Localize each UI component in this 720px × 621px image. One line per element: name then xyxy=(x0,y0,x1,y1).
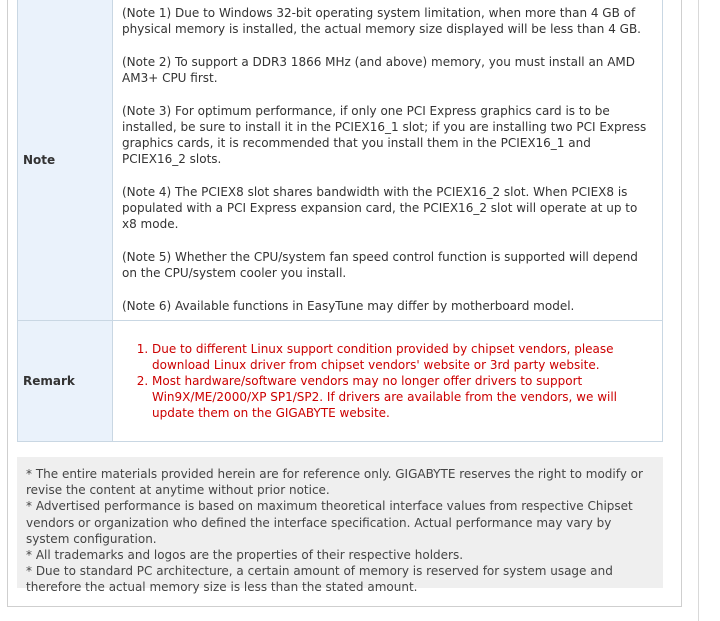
note-2: (Note 2) To support a DDR3 1866 MHz (and above) memory, you must install an AMD AM3+ CPU first. xyxy=(122,55,636,85)
disclaimer-line-4: * Due to standard PC architecture, a certain amount of memory is reserved for system usage and therefore the actual memory size is less than the stated amount. xyxy=(26,564,613,595)
remark-item-1: 1. Due to different Linux support condition provided by chipset vendors, please download Linux driver from chipset vendors' website or 3rd party website. xyxy=(152,341,654,373)
remark-content xyxy=(113,321,663,442)
note-row xyxy=(18,0,663,321)
remark-row xyxy=(18,321,663,442)
disclaimer-line-2: * Advertised performance is based on maximum theoretical interface values from respective Chipset vendors or organization who defined the interface specification. Actual performance may vary by system configuration. xyxy=(26,499,633,546)
disclaimer-box xyxy=(17,457,663,595)
note-6: (Note 6) Available functions in EasyTune may differ by motherboard model. xyxy=(122,299,575,313)
note-label: Note xyxy=(18,0,113,321)
spec-table xyxy=(17,0,663,442)
note-3: (Note 3) For optimum performance, if only one PCI Express graphics card is to be installed, be sure to install it in the PCIEX16_1 slot; if you are installing two PCI Express graphics cards, it is recommended that you install them in the PCIEX16_1 and PCIEX16_2 slots. xyxy=(122,104,647,166)
page-divider xyxy=(698,0,699,621)
note-content xyxy=(113,0,663,321)
remark-label: Remark xyxy=(18,321,113,442)
disclaimer-line-3: * All trademarks and logos are the properties of their respective holders. xyxy=(26,548,464,563)
remark-item-2: 2. Most hardware/software vendors may no longer offer drivers to support Win9X/ME/2000/XP SP1/SP2. If drivers are available from the vendors, we will update them on the GIGABYTE website. xyxy=(152,373,654,421)
note-1: (Note 1) Due to Windows 32-bit operating system limitation, when more than 4 GB of physical memory is installed, the actual memory size displayed will be less than 4 GB. xyxy=(122,6,641,36)
note-4: (Note 4) The PCIEX8 slot shares bandwidth with the PCIEX16_2 slot. When PCIEX8 is populated with a PCI Express expansion card, the PCIEX16_2 slot will operate at up to x8 mode. xyxy=(122,185,638,231)
disclaimer-line-1: * The entire materials provided herein are for reference only. GIGABYTE reserves the right to modify or revise the content at anytime without prior notice. xyxy=(26,467,643,498)
note-5: (Note 5) Whether the CPU/system fan speed control function is supported will depend on the CPU/system cooler you install. xyxy=(122,250,638,280)
remark-list xyxy=(122,341,654,421)
